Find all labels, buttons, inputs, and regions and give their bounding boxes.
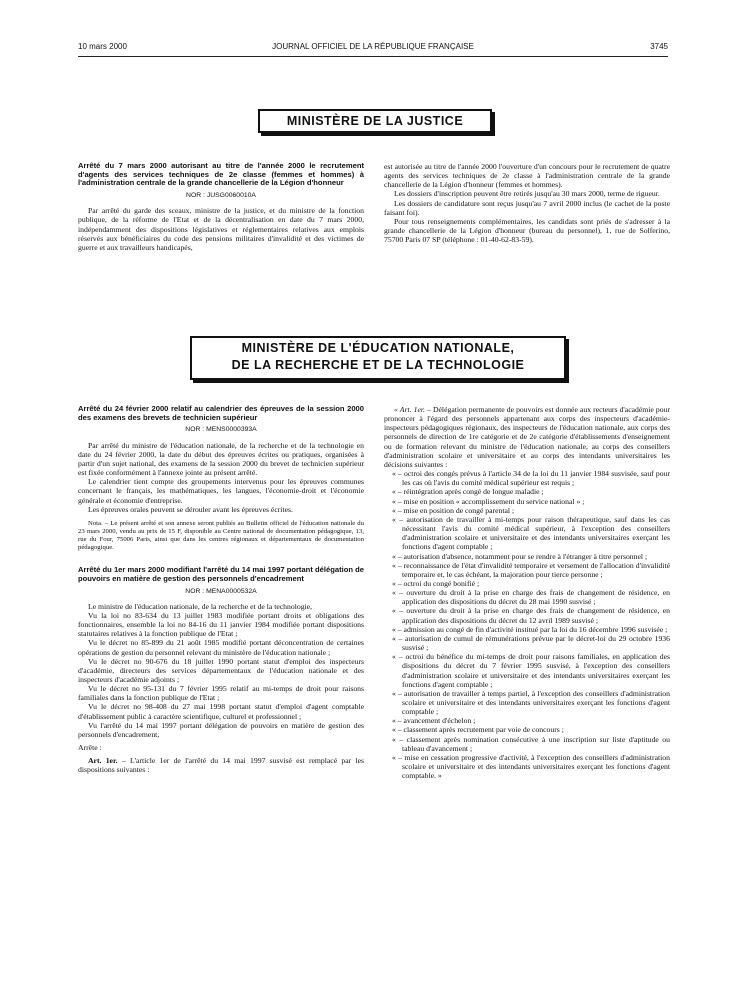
decision-item: « – admission au congé de fin d'activité institué par la loi du 16 décembre 1996 susvisée ; — [392, 624, 668, 634]
decision-item: « – autorisation d'absence, notamment pour se rendre à l'étranger à titre personnel ; — [392, 551, 648, 561]
page-header — [78, 42, 668, 56]
delegation-nor: NOR : MENA0000532A — [185, 587, 257, 595]
article-1-intro-text: – Délégation permanente de pouvoirs est donnée aux recteurs d'académie pour prononcer à l'égard des personnels appartenant aux corps des inspecteurs d'académie-inspecteurs pédagogiques régionaux, des inspecteurs de l'éducation nationale, aux corps des personnels de direction de 1re catégorie et de 2e catégorie d'établissements d'enseignement ou de formation relevant du ministre de l'éducation nationale, au corps des conseillers d'administration scolaire et universitaire et au corps des intendants universitaires les décisions suivantes : — [384, 405, 670, 469]
justice-right-paragraph: Les dossiers de candidature sont reçus jusqu'au 7 avril 2000 inclus (le cachet de la poste faisant foi). — [384, 198, 670, 217]
justice-right-paragraph: est autorisée au titre de l'année 2000 l'ouverture d'un concours pour le recrutement de quatre agents des services techniques de 2e classe à l'administration centrale de la grande chancellerie de la Légion d'honneur (femmes et hommes). — [384, 162, 670, 190]
bts-paragraph: Par arrêté du ministre de l'éducation nationale, de la recherche et de la technologie en date du 24 février 2000, la date du début des épreuves écrites ou pratiques, organisées à partir d'un sujet national, des examens de la session 2000 du brevet de technicien supérieur est fixée conformément à l'annexe jointe au présent arrêté. — [78, 440, 364, 478]
journal-title: JOURNAL OFFICIEL DE LA RÉPUBLIQUE FRANÇAISE — [272, 42, 474, 51]
bts-paragraph: Les épreuves orales peuvent se dérouler avant les épreuves écrites. — [88, 504, 293, 514]
article-1-paragraph — [78, 756, 364, 774]
delegation-paragraph: Vu le décret no 95-131 du 7 février 1995 relatif au mi-temps de droit pour raisons familiales dans la fonction publique de l'Etat ; — [78, 684, 364, 703]
decision-item: « – ouverture du droit à la prise en charge des frais de changement de résidence, en application des dispositions du décret du 12 avril 1989 susvisé ; — [392, 606, 670, 625]
ministry-education-line1: MINISTÈRE DE L'ÉDUCATION NATIONALE, — [241, 341, 515, 355]
arrete-word: Arrête : — [78, 743, 102, 753]
decision-item: « – octroi des congés prévus à l'article 34 de la loi du 11 janvier 1984 susvisée, sauf pour les cas où l'avis du comité médical supérieur est requis ; — [392, 469, 670, 488]
header-rule — [78, 56, 668, 57]
article-1-text: – L'article 1er de l'arrêté du 14 mai 1997 susvisé est remplacé par les dispositions suivantes : — [78, 756, 364, 775]
article-1-label: Art. 1er. — [88, 756, 118, 766]
decision-item: « – ouverture du droit à la prise en charge des frais de changement de résidence, en application des dispositions du décret du 28 mai 1990 susvisé ; — [392, 588, 670, 607]
delegation-paragraph: Vu le décret no 98-408 du 27 mai 1998 portant statut d'emploi d'agent comptable d'établissement public à caractère scientifique, culturel et professionnel ; — [78, 702, 364, 721]
justice-left-column — [78, 162, 364, 252]
article-1-intro — [384, 405, 670, 469]
bts-arrete-title: Arrêté du 24 février 2000 relatif au calendrier des épreuves de la session 2000 des examens des brevets de technicien supérieur — [78, 404, 364, 422]
page-number: 3745 — [650, 42, 668, 51]
ministry-justice-title: MINISTÈRE DE LA JUSTICE — [286, 114, 464, 128]
delegation-arrete-title: Arrêté du 1er mars 2000 modifiant l'arrêté du 14 mai 1997 portant délégation de pouvoirs en matière de gestion des personnels d'encadrement — [78, 565, 364, 583]
decision-item: « – avancement d'échelon ; — [392, 716, 476, 726]
bts-nor: NOR : MENS0000393A — [185, 426, 257, 434]
decision-item: « – classement après recrutement par voie de concours ; — [392, 725, 564, 735]
justice-right-paragraph: Pour tous renseignements complémentaires, les candidats sont priés de s'adresser à la grande chancellerie de la Légion d'honneur (bureau du personnel), 1, rue de Solferino, 75700 Paris 07 SP (téléphone : 01-40-62-83-59). — [384, 216, 670, 245]
ministry-education-line2: DE LA RECHERCHE ET DE LA TECHNOLOGIE — [231, 358, 525, 372]
bts-paragraph: Le calendrier tient compte des groupements intervenus pour les épreuves communes concernant le français, les mathématiques, les langues, l'économie-droit et l'économie générale et économie d'entreprise. — [78, 477, 364, 505]
decision-item: « – octroi du congé bonifié ; — [392, 578, 480, 588]
ministry-justice-banner — [258, 109, 492, 133]
justice-right-column — [384, 162, 670, 244]
justice-nor: NOR : JUSG0060010A — [186, 192, 256, 200]
decision-item: « – réintégration après congé de longue maladie ; — [392, 487, 544, 497]
delegation-paragraph: Vu la loi no 83-634 du 13 juillet 1983 modifiée portant droits et obligations des fonctionnaires, ensemble la loi no 84-16 du 11 janvier 1984 modifiée portant dispositions statutaires relatives à la fonction publique de l'Etat ; — [78, 610, 364, 639]
bts-nota: Nota. – Le présent arrêté et son annexe seront publiés au Bulletin officiel de l'éducation nationale du 23 mars 2000, vendu au prix de 15 F, disponible au Centre national de documentation pédagogique, 13, rue du Four, 75006 Paris, ainsi que dans les centres régionaux et départementaux de documentation pédagogique. — [78, 519, 364, 552]
justice-right-paragraph: Les dossiers d'inscription peuvent être retirés jusqu'au 30 mars 2000, terme de rigueur. — [394, 189, 660, 199]
justice-arrete-title: Arrêté du 7 mars 2000 autorisant au titre de l'année 2000 le recrutement d'agents des services techniques de 2e classe (femmes et hommes) à l'administration centrale de la grande chancellerie de la Légion d'honneur — [78, 161, 364, 188]
decision-item: « – mise en position « accomplissement du service national » ; — [392, 496, 585, 506]
decision-item: « – classement après nomination consécutive à une inscription sur liste d'aptitude ou tableau d'avancement ; — [392, 734, 670, 753]
decision-item: « – reconnaissance de l'état d'invalidité temporaire et versement de l'allocation d'invalidité temporaire et, le cas échéant, la majoration pour tierce personne ; — [392, 560, 670, 579]
education-right-column — [384, 405, 670, 780]
decision-item: « – mise en position de congé parental ; — [392, 505, 515, 515]
delegation-paragraph: Le ministre de l'éducation nationale, de la recherche et de la technologie, — [88, 601, 313, 611]
delegation-paragraph: Vu le décret no 85-899 du 21 août 1985 modifié portant déconcentration de certaines opérations de gestion du personnel relevant du ministère de l'éducation nationale ; — [78, 638, 364, 657]
delegation-paragraph: Vu le décret no 90-676 du 18 juillet 1990 portant statut d'emploi des inspecteurs d'académie, directeurs des services départementaux de l'éducation nationale et des inspecteurs d'académie adjoints ; — [78, 656, 364, 684]
ministry-education-banner — [190, 336, 566, 380]
article-1-intro-label: « Art. 1er. — [394, 405, 425, 414]
education-left-column — [78, 405, 364, 775]
decision-item: « – octroi du bénéfice du mi-temps de droit pour raisons familiales, en application des dispositions du décret du 7 février 1995 susvisé, à l'exception des conseillers d'administration scolaire et universitaire et des intendants universitaires exerçant les fonctions d'agent comptable ; — [392, 652, 670, 689]
decision-item: « – mise en cessation progressive d'activité, à l'exception des conseillers d'administration scolaire et universitaire et des intendants universitaires exerçant les fonctions d'agent comptable. » — [392, 752, 670, 781]
decision-item: « – autorisation de travailler à mi-temps pour raison thérapeutique, sauf dans les cas nécessitant l'avis du comité médical supérieur, à l'exception des conseillers d'administration scolaire et universitaire et des intendants universitaires exerçant les fonctions d'agent comptable ; — [392, 514, 670, 552]
decision-item: « – autorisation de cumul de rémunérations prévue par le décret-loi du 29 octobre 1936 susvisé ; — [392, 633, 670, 653]
delegation-paragraph: Vu l'arrêté du 14 mai 1997 portant délégation de pouvoirs en matière de gestion des personnels d'encadrement, — [78, 720, 364, 739]
decision-item: « – autorisation de travailler à temps partiel, à l'exception des conseillers d'administration scolaire et universitaire et des intendants universitaires exerçant les fonctions d'agent comptable ; — [392, 688, 670, 717]
issue-date: 10 mars 2000 — [78, 42, 127, 51]
justice-left-paragraph: Par arrêté du garde des sceaux, ministre de la justice, et du ministre de la fonction publique, de la réforme de l'Etat et de la décentralisation en date du 7 mars 2000, indépendamment des dispositions législatives et réglementaires relatives aux emplois réservés aux bénéficiaires du code des pensions militaires d'invalidité et des victimes de guerre et aux travailleurs handicapés, — [78, 206, 364, 252]
